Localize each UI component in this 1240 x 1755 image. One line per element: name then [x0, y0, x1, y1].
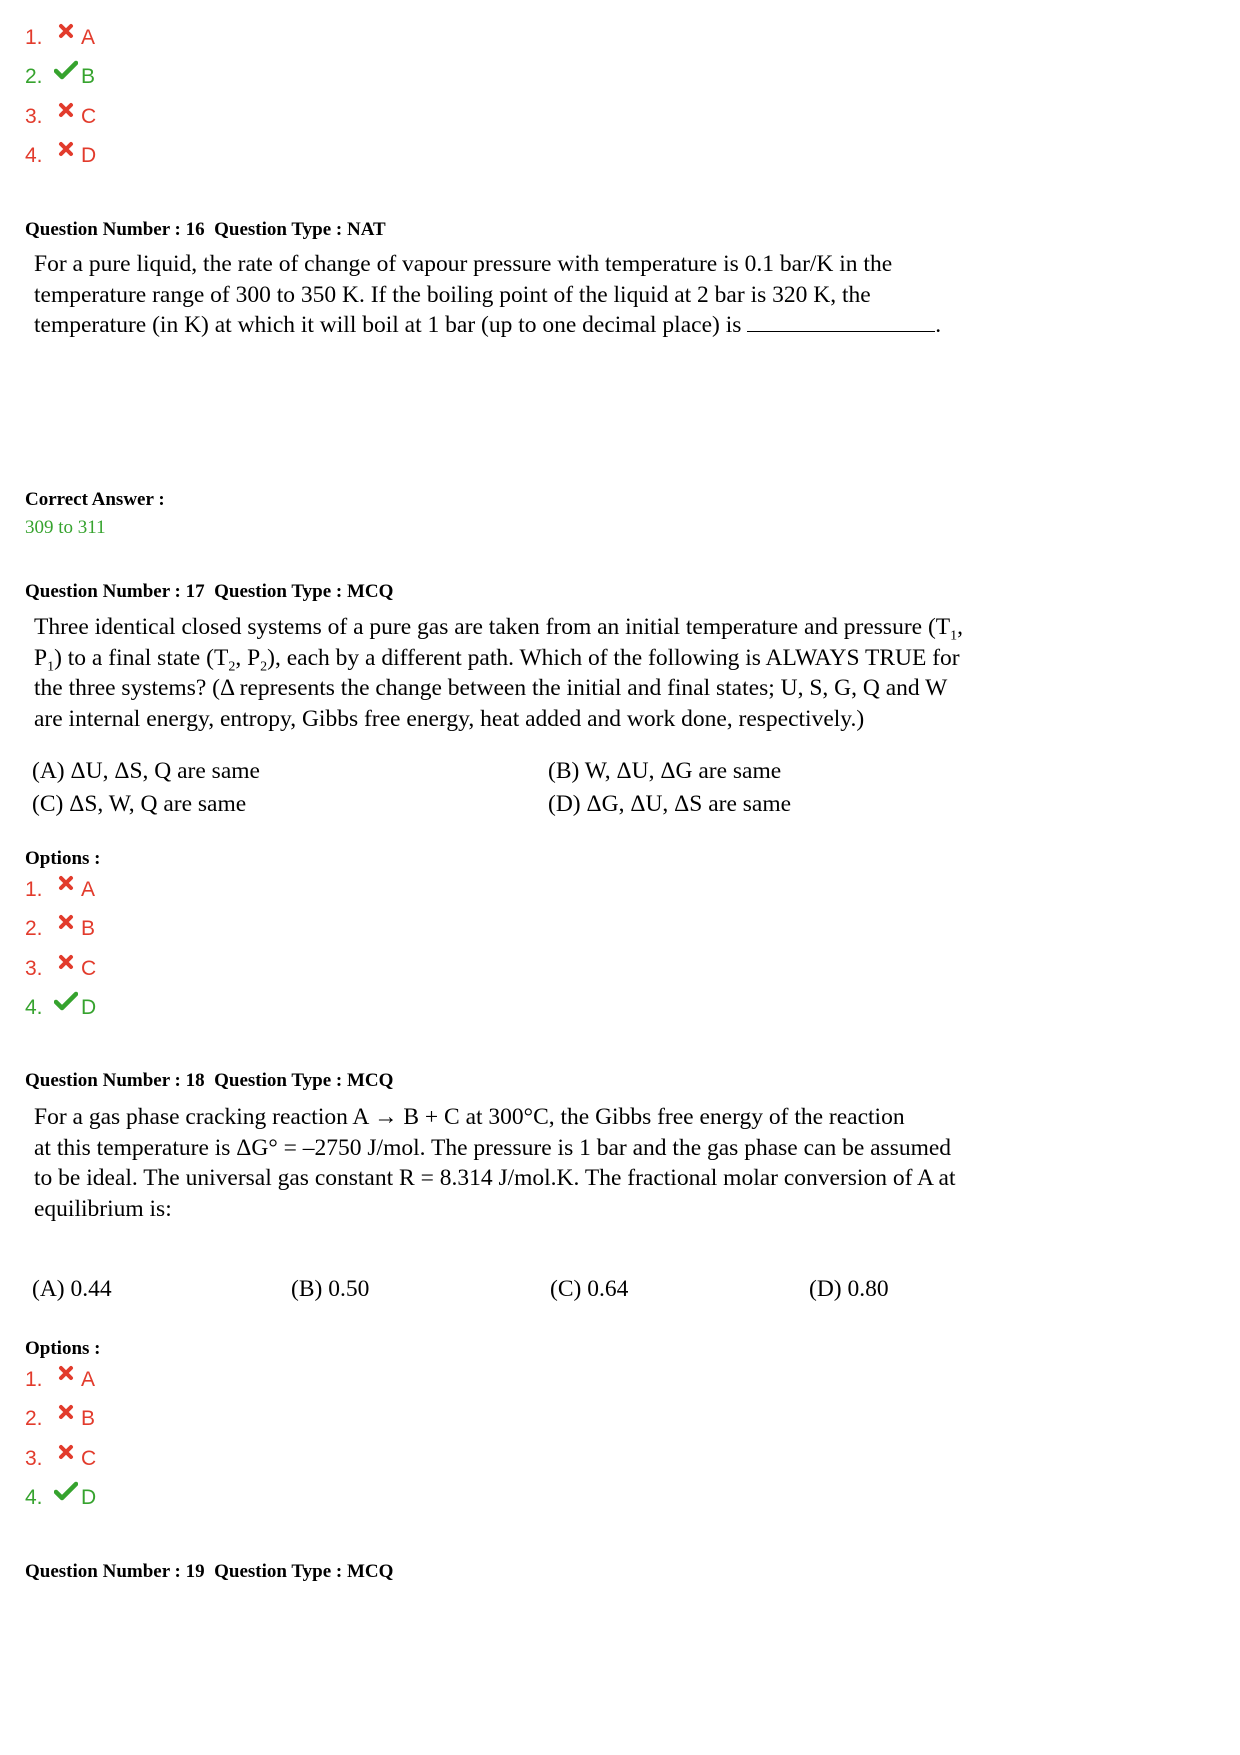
q17-header: Question Number : 17 Question Type : MCQ	[25, 581, 394, 602]
option-number: 1.	[25, 877, 43, 901]
q17-line: are internal energy, entropy, Gibbs free energy, heat added and work done, respectively.)	[34, 705, 865, 732]
q18-options-label: Options :	[25, 1338, 101, 1359]
q16-line: temperature range of 300 to 350 K. If the boiling point of the liquid at 2 bar is 320 K, the	[34, 281, 871, 308]
cross-icon	[53, 141, 79, 157]
q18-choice-b: (B) 0.50	[291, 1276, 370, 1302]
q18-choice-c: (C) 0.64	[550, 1276, 629, 1302]
cross-icon	[53, 954, 79, 970]
q16-line-text: temperature (in K) at which it will boil at 1 bar (up to one decimal place) is	[34, 312, 742, 338]
option-number: 2.	[25, 1407, 43, 1431]
option-row	[25, 137, 96, 177]
q16-line: For a pure liquid, the rate of change of vapour pressure with temperature is 0.1 bar/K in the	[34, 251, 893, 277]
top-options-list	[25, 18, 96, 176]
cross-icon	[53, 102, 79, 118]
option-number: 3.	[25, 956, 43, 980]
q17-options-list	[25, 870, 96, 1028]
option-row	[25, 949, 96, 989]
q17-text-run: ,	[957, 614, 964, 640]
subscript: 2	[260, 659, 268, 675]
cross-icon	[53, 1404, 79, 1420]
subscript: 1	[950, 628, 958, 644]
option-number: 1.	[25, 1367, 43, 1391]
check-icon	[53, 991, 79, 1011]
option-row	[25, 58, 96, 98]
q18-line: equilibrium is:	[34, 1195, 172, 1222]
option-letter: A	[81, 1367, 96, 1391]
option-letter: D	[81, 1486, 97, 1510]
cross-icon	[53, 23, 79, 39]
option-letter: C	[81, 1446, 97, 1470]
q18-line: For a gas phase cracking reaction A → B + C at 300°C, the Gibbs free energy of the reaction	[34, 1104, 905, 1130]
option-number: 3.	[25, 1446, 43, 1470]
option-letter: D	[81, 996, 97, 1020]
cross-icon	[53, 1444, 79, 1460]
q17-choice-d: (D) ΔG, ΔU, ΔS are same	[548, 791, 792, 817]
q17-choice-b: (B) W, ΔU, ΔG are same	[548, 758, 782, 784]
option-letter: C	[81, 104, 97, 128]
correct-answer-value: 309 to 311	[25, 517, 106, 538]
q17-line	[34, 612, 963, 643]
q18-options-list	[25, 1360, 96, 1518]
check-icon	[53, 60, 79, 80]
q17-options-label: Options :	[25, 848, 101, 869]
answer-blank	[747, 311, 935, 332]
q18-choice-d: (D) 0.80	[809, 1276, 889, 1302]
option-row	[25, 910, 96, 950]
option-letter: B	[81, 917, 96, 941]
option-row	[25, 1400, 96, 1440]
option-row	[25, 18, 96, 58]
option-letter: D	[81, 144, 97, 168]
q18-line: to be ideal. The universal gas constant R = 8.314 J/mol.K. The fractional molar conversion of A at	[34, 1165, 956, 1191]
option-row	[25, 870, 96, 910]
option-letter: A	[81, 25, 96, 49]
q18-header: Question Number : 18 Question Type : MCQ	[25, 1070, 394, 1091]
option-row	[25, 1360, 96, 1400]
q17-text	[34, 612, 963, 734]
option-letter: C	[81, 956, 97, 980]
check-icon	[53, 1481, 79, 1501]
q17-choice-a: (A) ΔU, ΔS, Q are same	[32, 758, 260, 784]
option-number: 2.	[25, 917, 43, 941]
option-number: 2.	[25, 65, 43, 89]
q16-text	[34, 249, 941, 341]
q18-text	[34, 1102, 956, 1224]
q16-line	[34, 310, 941, 341]
q17-line	[34, 643, 963, 674]
option-number: 4.	[25, 996, 43, 1020]
option-letter: B	[81, 65, 96, 89]
subscript: 2	[228, 659, 236, 675]
option-number: 4.	[25, 1486, 43, 1510]
q18-line: at this temperature is ΔG° = –2750 J/mol. The pressure is 1 bar and the gas phase can be assumed	[34, 1134, 952, 1161]
cross-icon	[53, 914, 79, 930]
subscript: 1	[47, 659, 55, 675]
q17-text-run: P	[34, 644, 48, 671]
q17-text-run: , P	[235, 644, 261, 671]
option-number: 3.	[25, 104, 43, 128]
option-number: 4.	[25, 144, 43, 168]
option-letter: B	[81, 1407, 96, 1431]
q17-text-run: ) to a final state (T	[54, 644, 229, 671]
q17-line: the three systems? (Δ represents the change between the initial and final states; U, S, G, Q and W	[34, 675, 948, 701]
option-row	[25, 1479, 96, 1519]
q18-choice-a: (A) 0.44	[32, 1276, 112, 1302]
q17-text-run: ), each by a different path. Which of the following is ALWAYS TRUE for	[267, 644, 960, 671]
option-row	[25, 97, 96, 137]
correct-answer-label: Correct Answer :	[25, 489, 165, 510]
q16-blank-end: .	[935, 312, 942, 338]
q16-header: Question Number : 16 Question Type : NAT	[25, 219, 386, 240]
cross-icon	[53, 1365, 79, 1381]
q19-header: Question Number : 19 Question Type : MCQ	[25, 1561, 394, 1582]
q17-text-run: Three identical closed systems of a pure gas are taken from an initial temperature and pressure (T	[34, 614, 951, 640]
cross-icon	[53, 875, 79, 891]
option-row	[25, 989, 96, 1029]
option-row	[25, 1439, 96, 1479]
q17-choice-c: (C) ΔS, W, Q are same	[32, 791, 247, 817]
option-number: 1.	[25, 25, 43, 49]
option-letter: A	[81, 877, 96, 901]
